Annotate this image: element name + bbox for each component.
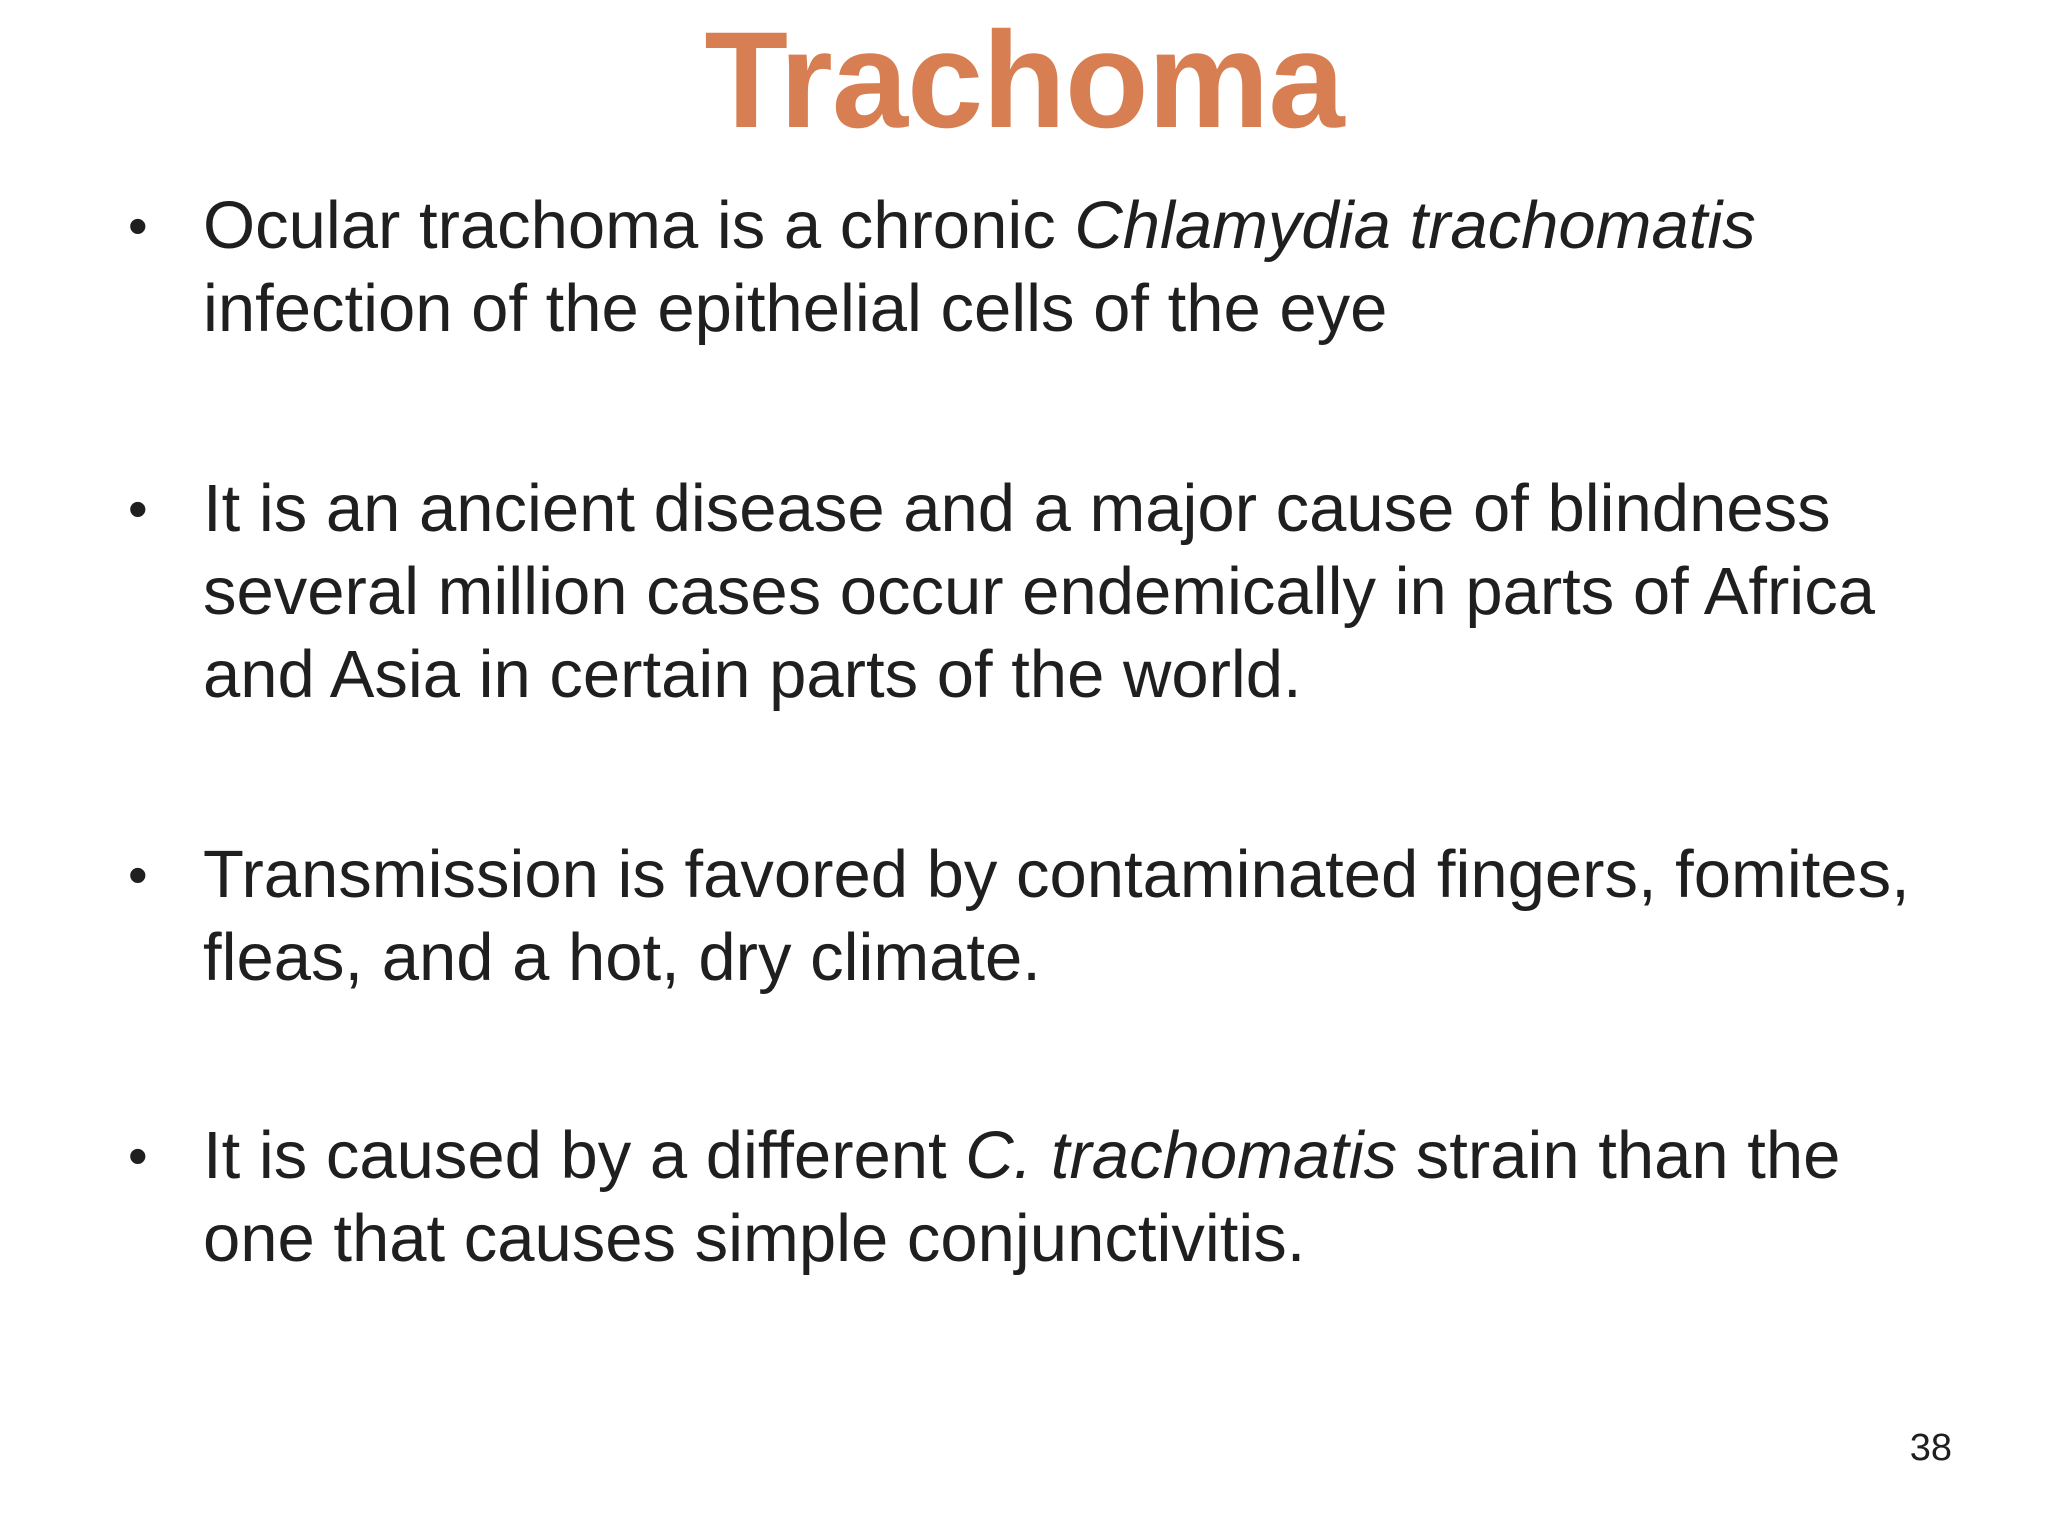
bullet-text: It is an ancient disease and a major cause of blindness several million cases occur endemically in parts of Africa and Asia in certain parts of the world. [203, 471, 1875, 712]
slide-title: Trachoma [704, 4, 1344, 157]
bullet-dot: • [128, 477, 148, 540]
bullet-dot: • [128, 194, 148, 257]
bullet-item [128, 1114, 1978, 1280]
bullet-item [128, 833, 1978, 999]
bullet-text: Transmission is favored by contaminated fingers, fomites, fleas, and a hot, dry climate. [203, 837, 1910, 995]
bullet-dot: • [128, 1124, 148, 1187]
bullet-item [128, 184, 1978, 350]
bullet-text: Ocular trachoma is a chronic Chlamydia trachomatis infection of the epithelial cells of the eye [203, 188, 1756, 346]
page-number: 38 [1909, 1427, 1952, 1469]
bullet-dot: • [128, 843, 148, 906]
bullet-text: It is caused by a different C. trachomatis strain than the one that causes simple conjunctivitis. [203, 1118, 1841, 1276]
bullet-item [128, 467, 1978, 716]
